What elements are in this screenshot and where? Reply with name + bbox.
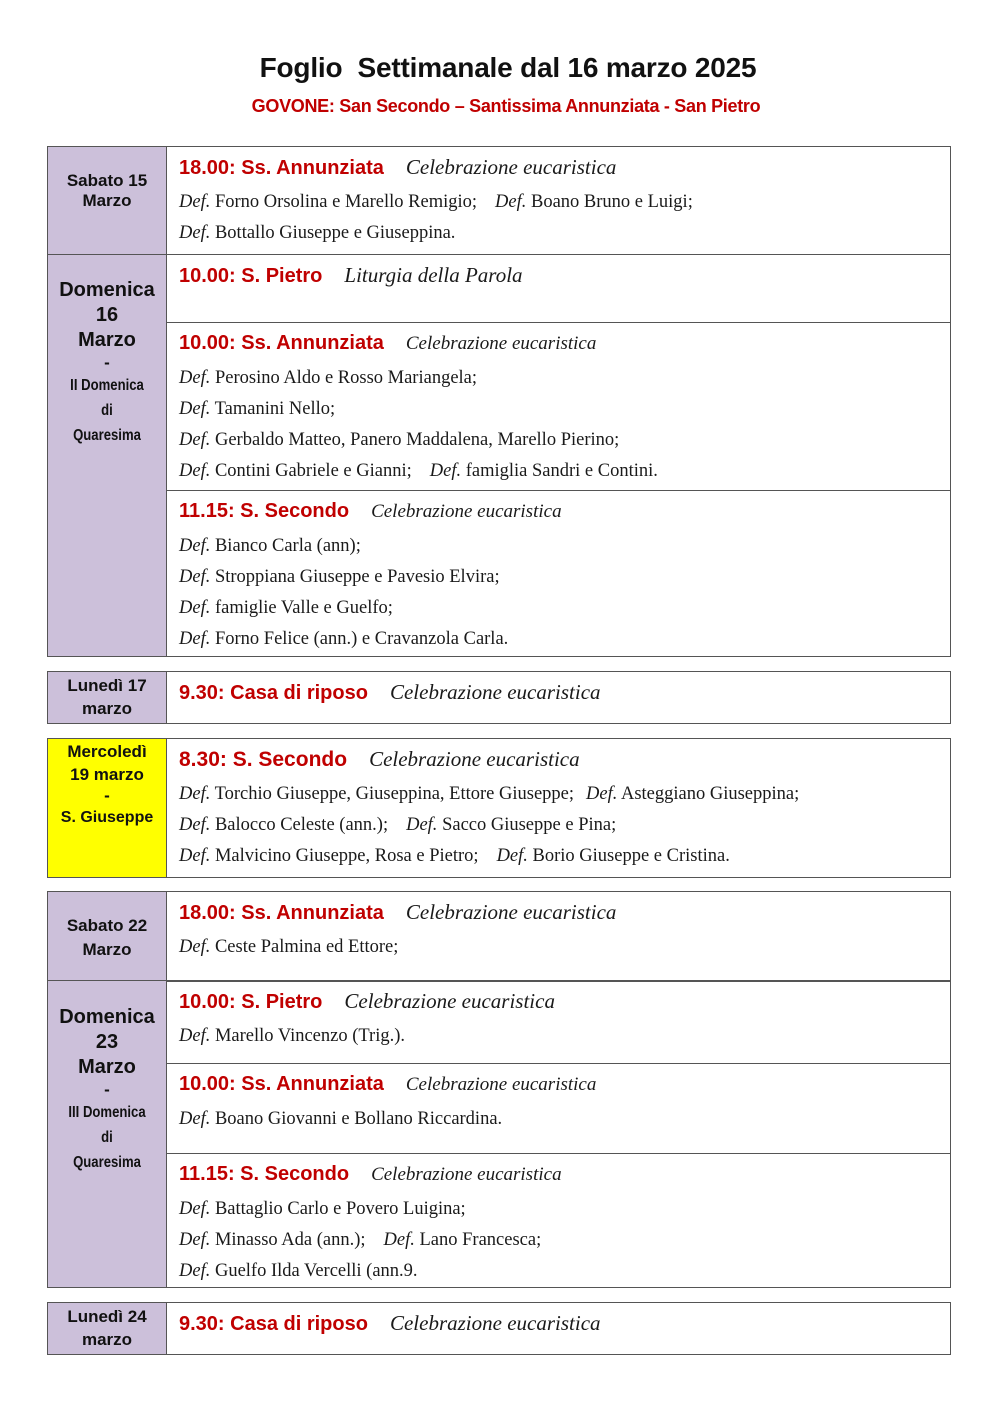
liturgical-day-line: Quaresima	[73, 427, 141, 444]
def-label: Def.	[179, 567, 211, 587]
intention-line	[179, 394, 950, 425]
liturgical-day-line: di	[101, 1129, 113, 1146]
mass-entry	[167, 147, 950, 254]
def-label: Def.	[179, 368, 211, 388]
mass-time-place: 9.30: Casa di riposo	[179, 1313, 368, 1335]
day-label-line: marzo	[81, 699, 133, 718]
intention-line	[179, 218, 950, 249]
page-subtitle	[0, 96, 1000, 117]
mass-entry	[167, 672, 950, 723]
mass-time-place: 18.00: Ss. Annunziata	[179, 902, 384, 924]
intention-line	[179, 1256, 950, 1287]
day-label-line: Lunedì 17	[67, 676, 147, 695]
day-label-line: Domenica	[59, 1006, 155, 1028]
intention-text: Malvicino Giuseppe, Rosa e Pietro;	[214, 846, 479, 866]
mass-time-place: 10.00: Ss. Annunziata	[179, 332, 384, 354]
intention-text: Torchio Giuseppe, Giuseppina, Ettore Giuseppe;	[214, 784, 575, 804]
intention-line	[179, 425, 950, 456]
mass-type: Celebrazione eucaristica	[389, 1311, 601, 1335]
intention-line	[179, 187, 950, 218]
mass-type: Celebrazione eucaristica	[405, 1074, 597, 1095]
day-block-wed-19	[47, 738, 951, 878]
liturgical-day-line: III Domenica	[68, 1104, 146, 1121]
intention-text: Bianco Carla (ann);	[214, 536, 361, 556]
intention-line	[179, 1225, 950, 1256]
mass-time-place: 10.00: Ss. Annunziata	[179, 1073, 384, 1095]
intention-text: Ceste Palmina ed Ettore;	[214, 937, 399, 957]
day-label-line: 16	[95, 304, 119, 326]
intention-text: Borio Giuseppe e Cristina.	[532, 846, 730, 866]
intention-line	[179, 562, 950, 593]
def-label: Def.	[179, 536, 211, 556]
day-label-cell	[48, 739, 167, 877]
def-label: Def.	[179, 1230, 211, 1250]
intention-text: Asteggiano Giuseppina;	[620, 784, 800, 804]
intention-text: Bottallo Giuseppe e Giuseppina.	[214, 223, 456, 243]
day-label-cell	[48, 147, 167, 254]
def-label: Def.	[179, 846, 211, 866]
day-label-cell	[48, 981, 167, 1287]
intention-line	[179, 363, 950, 394]
page-title: Foglio Settimanale dal 16 marzo 2025	[259, 52, 757, 83]
day-label-line: Marzo	[82, 191, 132, 210]
day-label-line: Marzo	[78, 329, 136, 351]
intention-text: famiglia Sandri e Contini.	[465, 461, 658, 481]
day-block-sun-23	[47, 980, 951, 1288]
mass-entry	[167, 739, 950, 877]
intention-line	[179, 841, 950, 872]
def-label: Def.	[179, 629, 211, 649]
day-block-sun-16	[47, 254, 951, 657]
day-label-line: Sabato 15	[66, 171, 148, 190]
mass-type: Celebrazione eucaristica	[371, 1164, 562, 1185]
intention-line	[179, 1021, 950, 1052]
mass-entry	[167, 1303, 950, 1354]
day-label-cell	[48, 1303, 167, 1354]
intention-text: Battaglio Carlo e Povero Luigina;	[214, 1199, 466, 1219]
def-label: Def.	[179, 1109, 211, 1129]
intention-line	[179, 531, 950, 562]
def-label: Def.	[495, 192, 527, 212]
day-block-mon-24	[47, 1302, 951, 1355]
day-label-separator: -	[104, 1080, 110, 1099]
intention-line	[179, 456, 950, 487]
intention-line	[179, 932, 950, 963]
def-label: Def.	[383, 1230, 415, 1250]
day-label-line: S. Giuseppe	[60, 809, 154, 826]
intention-text: Sacco Giuseppe e Pina;	[442, 815, 617, 835]
mass-time-place: 10.00: S. Pietro	[179, 265, 323, 287]
liturgical-day-line: Quaresima	[73, 1154, 141, 1171]
def-label: Def.	[179, 598, 211, 618]
intention-text: Forno Orsolina e Marello Remigio;	[214, 192, 478, 212]
day-block-mon-17	[47, 671, 951, 724]
def-label: Def.	[179, 461, 211, 481]
day-label-line: Domenica	[59, 279, 155, 301]
day-block-sat-22	[47, 891, 951, 982]
mass-entry	[167, 1153, 950, 1287]
mass-entry	[167, 490, 950, 656]
def-label: Def.	[586, 784, 618, 804]
def-label: Def.	[179, 399, 211, 419]
def-label: Def.	[406, 815, 438, 835]
def-label: Def.	[179, 223, 211, 243]
intention-text: famiglie Valle e Guelfo;	[214, 598, 393, 618]
day-label-line: Marzo	[82, 940, 132, 959]
day-label-line: marzo	[81, 1330, 133, 1349]
intention-text: Lano Francesca;	[419, 1230, 542, 1250]
mass-type: Celebrazione eucaristica	[344, 989, 555, 1013]
intention-text: Guelfo Ilda Vercelli (ann.9.	[214, 1261, 418, 1281]
day-label-cell	[48, 892, 167, 981]
mass-type: Liturgia della Parola	[344, 263, 523, 287]
mass-time-place: 10.00: S. Pietro	[179, 991, 323, 1013]
day-block-sat-15	[47, 146, 951, 255]
day-label-line: Sabato 22	[66, 916, 148, 935]
def-label: Def.	[496, 846, 528, 866]
mass-entry	[167, 1063, 950, 1153]
day-label-line: Lunedì 24	[67, 1307, 147, 1326]
day-label-separator: -	[104, 786, 110, 805]
intention-line	[179, 1194, 950, 1225]
def-label: Def.	[179, 192, 211, 212]
mass-time-place: 11.15: S. Secondo	[179, 500, 350, 522]
def-label: Def.	[179, 784, 211, 804]
liturgical-day-line: II Domenica	[70, 377, 144, 394]
mass-type: Celebrazione eucaristica	[405, 155, 617, 179]
day-label-cell	[48, 255, 167, 656]
intention-text: Boano Bruno e Luigi;	[530, 192, 693, 212]
mass-type: Celebrazione eucaristica	[389, 680, 601, 704]
intention-text: Gerbaldo Matteo, Panero Maddalena, Marello Pierino;	[214, 430, 620, 450]
def-label: Def.	[429, 461, 462, 481]
day-label-cell	[48, 672, 167, 723]
intention-text: Perosino Aldo e Rosso Mariangela;	[214, 368, 478, 388]
subtitle-place: GOVONE	[251, 96, 329, 116]
mass-time-place: 18.00: Ss. Annunziata	[179, 157, 384, 179]
intention-line	[179, 593, 950, 624]
mass-type: Celebrazione eucaristica	[405, 333, 597, 354]
mass-time-place: 11.15: S. Secondo	[179, 1163, 350, 1185]
def-label: Def.	[179, 430, 211, 450]
def-label: Def.	[179, 1199, 211, 1219]
def-label: Def.	[179, 1261, 211, 1281]
def-label: Def.	[179, 815, 211, 835]
day-label-line: 23	[95, 1031, 119, 1053]
intention-line	[179, 1104, 950, 1135]
intention-text: Marello Vincenzo (Trig.).	[214, 1026, 405, 1046]
intention-text: Boano Giovanni e Bollano Riccardina.	[214, 1109, 503, 1129]
mass-time-place: 8.30: S. Secondo	[179, 748, 348, 771]
intention-line	[179, 624, 950, 655]
mass-time-place: 9.30: Casa di riposo	[179, 682, 368, 704]
intention-line	[179, 810, 950, 841]
intention-text: Minasso Ada (ann.);	[214, 1230, 366, 1250]
mass-type: Celebrazione eucaristica	[369, 747, 580, 771]
def-label: Def.	[179, 1026, 211, 1046]
mass-entry	[167, 892, 950, 981]
intention-text: Contini Gabriele e Gianni;	[214, 461, 412, 481]
day-label-line: 19 marzo	[70, 765, 144, 784]
mass-entry	[167, 255, 950, 322]
mass-entry	[167, 981, 950, 1063]
intention-text: Stroppiana Giuseppe e Pavesio Elvira;	[214, 567, 500, 587]
intention-text: Forno Felice (ann.) e Cravanzola Carla.	[214, 629, 509, 649]
def-label: Def.	[179, 937, 211, 957]
intention-text: Tamanini Nello;	[214, 399, 336, 419]
day-label-line: Mercoledì	[67, 742, 147, 761]
subtitle-churches: : San Secondo – Santissima Annunziata - San Pietro	[328, 96, 761, 116]
day-label-separator: -	[104, 353, 110, 372]
mass-type: Celebrazione eucaristica	[405, 900, 617, 924]
liturgical-day-line: di	[101, 402, 113, 419]
mass-entry	[167, 322, 950, 490]
day-label-line: Marzo	[78, 1056, 136, 1078]
intention-line	[179, 779, 950, 810]
intention-text: Balocco Celeste (ann.);	[214, 815, 389, 835]
mass-type: Celebrazione eucaristica	[371, 501, 562, 522]
